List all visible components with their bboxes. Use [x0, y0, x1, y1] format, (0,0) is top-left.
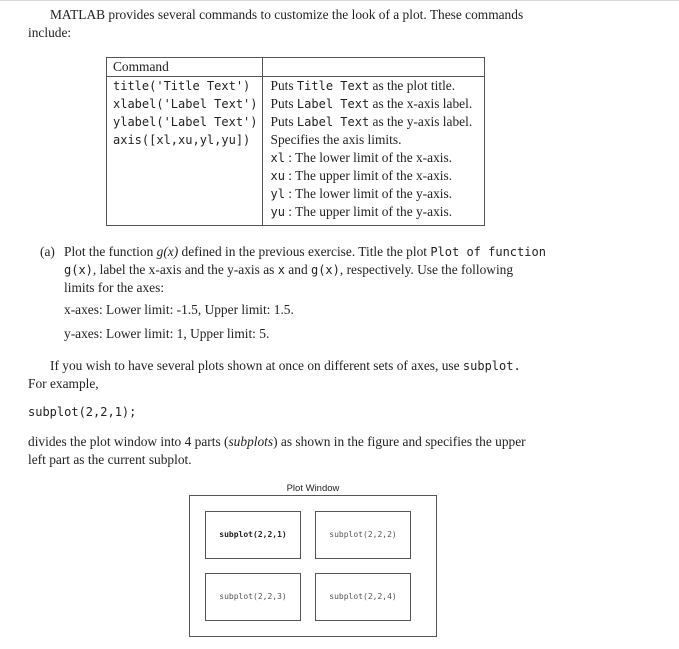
y-axis-limits: y-axes: Lower limit: 1, Upper limit: 5. [64, 326, 270, 341]
top-divider [0, 0, 679, 1]
divides-paragraph: divides the plot window into 4 parts (subplots) as shown in the figure and specifies the upper left part as the current subplot. [28, 434, 526, 467]
table-row [107, 95, 485, 113]
subplot-paragraph: If you wish to have several plots shown at once on different sets of axes, use subplot. For example, [28, 358, 521, 391]
table-row [107, 149, 485, 167]
command-cell: xlabel('Label Text') [107, 95, 263, 113]
table-row [107, 77, 485, 96]
intro-line-2: include: [28, 25, 72, 40]
table-row [107, 203, 485, 221]
command-cell: ylabel('Label Text') [107, 113, 263, 131]
part-a-text: Plot the function g(x) defined in the previous exercise. Title the plot Plot of function g(x), label the x-axis and the y-axis as x and g(x), respectively. Use the following limits for the axes: [64, 244, 546, 295]
command-cell: title('Title Text') [107, 77, 263, 96]
description-cell: Puts Label Text as the x-axis label. [270, 96, 473, 111]
command-table [106, 57, 485, 226]
example-code: subplot(2,2,1); [28, 405, 137, 419]
plot-window-title: Plot Window [286, 483, 340, 494]
limit-cell: yl : The lower limit of the y-axis. [270, 186, 453, 201]
table-header-command: Command [107, 58, 263, 77]
subplot-cell-4: subplot(2,2,4) [315, 573, 411, 621]
command-cell: axis([xl,xu,yl,yu]) [107, 131, 263, 149]
intro-paragraph [28, 6, 594, 42]
subplot-cell-1: subplot(2,2,1) [205, 511, 301, 559]
description-cell: Specifies the axis limits. [270, 132, 402, 147]
part-a-label: (a) [40, 244, 55, 259]
part-a [40, 243, 600, 297]
limit-cell: xl : The lower limit of the x-axis. [270, 150, 453, 165]
table-row [107, 185, 485, 203]
x-axis-limits: x-axes: Lower limit: -1.5, Upper limit: 1.5. [64, 302, 294, 317]
description-cell: Puts Label Text as the y-axis label. [270, 114, 473, 129]
table-header-empty [262, 58, 485, 77]
table-header-row [107, 58, 485, 77]
limit-cell: xu : The upper limit of the x-axis. [270, 168, 453, 183]
subplot-cell-3: subplot(2,2,3) [205, 573, 301, 621]
plot-window [189, 495, 437, 637]
description-cell: Puts Title Text as the plot title. [270, 78, 456, 93]
table-row [107, 113, 485, 131]
intro-line-1: MATLAB provides several commands to customize the look of a plot. These commands [50, 7, 524, 22]
table-row [107, 167, 485, 185]
table-row [107, 131, 485, 149]
limit-cell: yu : The upper limit of the y-axis. [270, 204, 453, 219]
subplot-cell-2: subplot(2,2,2) [315, 511, 411, 559]
